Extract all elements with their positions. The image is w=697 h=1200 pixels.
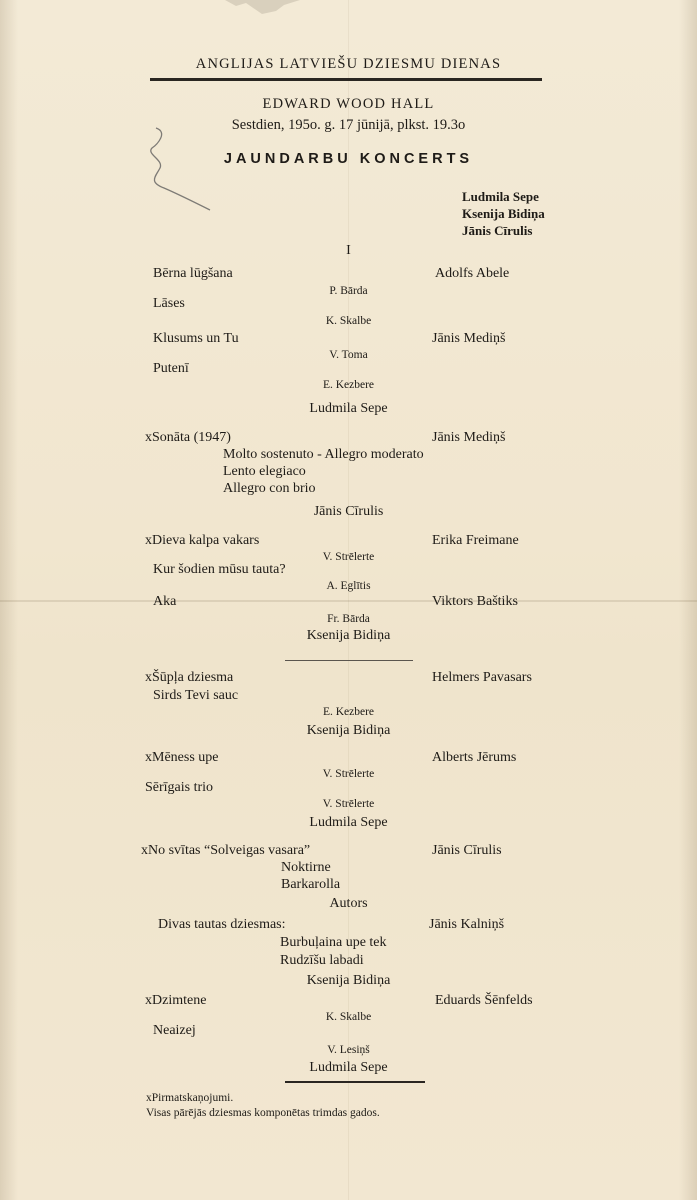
movement: Allegro con brio [223, 481, 316, 496]
movement: Lento elegiaco [223, 464, 306, 479]
lyricist: V. Lesiņš [327, 1044, 370, 1056]
concert-title: JAUNDARBU KONCERTS [223, 151, 474, 167]
lyricist: E. Kezbere [322, 706, 375, 718]
composer: Adolfs Abele [435, 266, 510, 281]
header-rule [150, 78, 542, 81]
composer: Jānis Cīrulis [432, 843, 502, 858]
lyricist: K. Skalbe [325, 1011, 372, 1023]
work-title: xNo svītas “Solveigas vasara” [141, 843, 311, 858]
composer: Jānis Mediņš [432, 331, 506, 346]
movement: Molto sostenuto - Allegro moderato [223, 447, 424, 462]
work-title: Divas tautas dziesmas: [158, 917, 286, 932]
lyricist: V. Strēlerte [322, 768, 375, 780]
society-heading: ANGLIJAS LATVIEŠU DZIESMU DIENAS [195, 56, 502, 72]
performer-credit: Ksenija Bidiņa [306, 973, 391, 988]
lyricist: Autors [329, 896, 368, 911]
work-title: xMēness upe [145, 750, 219, 765]
work-title: Klusums un Tu [153, 331, 239, 346]
work-title: Lāses [153, 296, 185, 311]
performer-credit: Jānis Cīrulis [313, 504, 384, 519]
work-title: xDzimtene [145, 993, 207, 1008]
date-line: Sestdien, 195o. g. 17 jūnijā, plkst. 19.3o [231, 117, 466, 133]
movement: Burbuļaina upe tek [280, 935, 387, 950]
lyricist: A. Eglītis [326, 580, 371, 592]
composer: Helmers Pavasars [432, 670, 532, 685]
performer-credit: Ksenija Bidiņa [306, 723, 391, 738]
footnote-premiere: xPirmatskaņojumi. [146, 1092, 234, 1104]
lyricist: E. Kezbere [322, 379, 375, 391]
performer-credit: Ksenija Bidiņa [306, 628, 391, 643]
lyricist: V. Strēlerte [322, 551, 375, 563]
lyricist: K. Skalbe [325, 315, 372, 327]
performer-name: Ludmila Sepe [462, 189, 539, 204]
movement: Rudzīšu labadi [280, 953, 364, 968]
composer: Viktors Baštiks [432, 594, 518, 609]
composer: Jānis Mediņš [432, 430, 506, 445]
lyricist: V. Toma [329, 349, 368, 361]
composer: Eduards Šēnfelds [435, 993, 533, 1008]
performer-credit: Ludmila Sepe [309, 815, 388, 830]
closing-rule [285, 1081, 425, 1083]
performer-credit: Ludmila Sepe [309, 1060, 388, 1075]
performer-credit: Ludmila Sepe [309, 401, 388, 416]
venue: EDWARD WOOD HALL [262, 96, 435, 112]
work-title: xŠūpļa dziesma [145, 670, 234, 685]
composer: Jānis Kalniņš [429, 917, 505, 932]
work-title: Putenī [153, 361, 189, 376]
work-title: Neaizej [153, 1023, 196, 1038]
work-title: Sērīgais trio [145, 780, 214, 795]
lyricist: V. Strēlerte [322, 798, 375, 810]
lyricist: P. Bārda [329, 285, 368, 297]
work-title: Bērna lūgšana [153, 266, 233, 281]
movement: Noktirne [281, 860, 331, 875]
work-title: xSonāta (1947) [145, 430, 231, 445]
work-title: Aka [153, 594, 177, 609]
composer: Erika Freimane [432, 533, 519, 548]
part-numeral: I [346, 243, 351, 258]
work-title: Kur šodien mūsu tauta? [153, 562, 286, 577]
performer-name: Ksenija Bidiņa [462, 206, 545, 221]
movement: Barkarolla [281, 877, 341, 892]
work-title: xDieva kalpa vakars [145, 533, 260, 548]
composer: Alberts Jērums [432, 750, 517, 765]
performer-name: Jānis Cīrulis [462, 223, 533, 238]
footnote-exile: Visas pārējās dziesmas komponētas trimdas gados. [146, 1107, 380, 1119]
pencil-squiggle [138, 122, 218, 217]
lyricist: Fr. Bārda [327, 613, 370, 625]
intermission-rule [285, 660, 413, 661]
work-title: Sirds Tevi sauc [153, 688, 239, 703]
